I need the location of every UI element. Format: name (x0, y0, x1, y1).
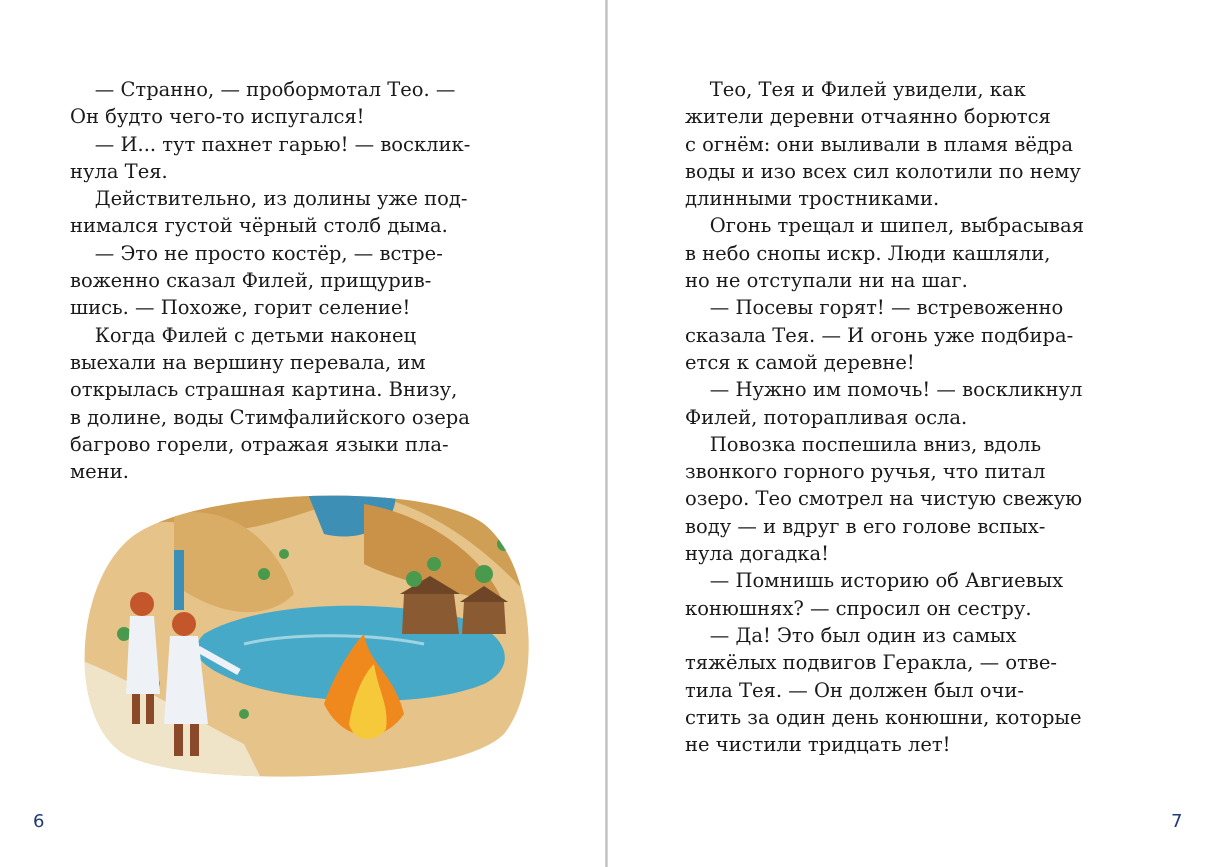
text-line: в долине, воды Стимфалийского озера (70, 405, 470, 429)
text-line: мени. (70, 460, 129, 484)
text-line: сказала Тея. — И огонь уже подбира- (685, 323, 1074, 347)
text-line: звонкого горного ручья, что питал (685, 460, 1046, 484)
lake-fire-illustration (64, 484, 536, 784)
text-line: — Это не просто костёр, — встре- (70, 241, 443, 265)
text-line: нула Тея. (70, 159, 168, 183)
text-line: — Да! Это был один из самых (685, 623, 1017, 647)
text-line: — Посевы горят! — встревоженно (685, 296, 1064, 320)
text-line: Когда Филей с детьми наконец (70, 323, 417, 347)
text-line: длинными тростниками. (685, 187, 940, 211)
text-line: Он будто чего-то испугался! (70, 105, 365, 129)
text-line: жители деревни отчаянно борются (685, 105, 1051, 129)
text-line: тила Тея. — Он должен был очи- (685, 678, 1024, 702)
text-line: нимался густой чёрный столб дыма. (70, 214, 448, 238)
text-line: Тео, Тея и Филей увидели, как (685, 78, 1026, 101)
text-line: ется к самой деревне! (685, 350, 915, 374)
text-line: багрово горели, отражая языки пла- (70, 432, 449, 456)
text-line: нула догадка! (685, 542, 829, 566)
text-line: открылась страшная картина. Внизу, (70, 378, 458, 402)
page-number: 6 (33, 811, 45, 832)
right-page-text (685, 76, 1155, 758)
text-line: воды и изо всех сил колотили по нему (685, 159, 1081, 183)
text-line: Действительно, из долины уже под- (70, 187, 468, 211)
text-line: озеро. Тео смотрел на чистую свежую (685, 487, 1083, 511)
text-line: воду — и вдруг в его голове вспых- (685, 514, 1046, 538)
text-line: воженно сказал Филей, прищурив- (70, 269, 432, 293)
left-page (0, 0, 606, 867)
text-line: — Странно, — пробормотал Тео. — (70, 78, 456, 101)
text-line: шись. — Похоже, горит селение! (70, 296, 411, 320)
text-line: Огонь трещал и шипел, выбрасывая (685, 214, 1085, 238)
text-line: тяжёлых подвигов Геракла, — отве- (685, 651, 1058, 675)
right-page (608, 0, 1214, 867)
text-line: стить за один день конюшни, которые (685, 705, 1082, 729)
text-line: с огнём: они выливали в пламя вёдра (685, 132, 1074, 156)
text-line: но не отступали ни на шаг. (685, 269, 968, 293)
text-line: Филей, поторапливая осла. (685, 405, 968, 429)
text-line: — Помнишь историю об Авгиевых (685, 569, 1064, 593)
text-line: — Нужно им помочь! — воскликнул (685, 378, 1083, 402)
page-number: 7 (1171, 811, 1183, 832)
text-line: — И... тут пахнет гарью! — восклик- (70, 132, 471, 156)
text-line: Повозка поспешила вниз, вдоль (685, 432, 1042, 456)
text-line: не чистили тридцать лет! (685, 733, 951, 757)
text-line: в небо снопы искр. Люди кашляли, (685, 241, 1051, 265)
text-line: выехали на вершину перевала, им (70, 350, 426, 374)
left-page-text (70, 76, 540, 485)
text-line: конюшнях? — спросил он сестру. (685, 596, 1032, 620)
